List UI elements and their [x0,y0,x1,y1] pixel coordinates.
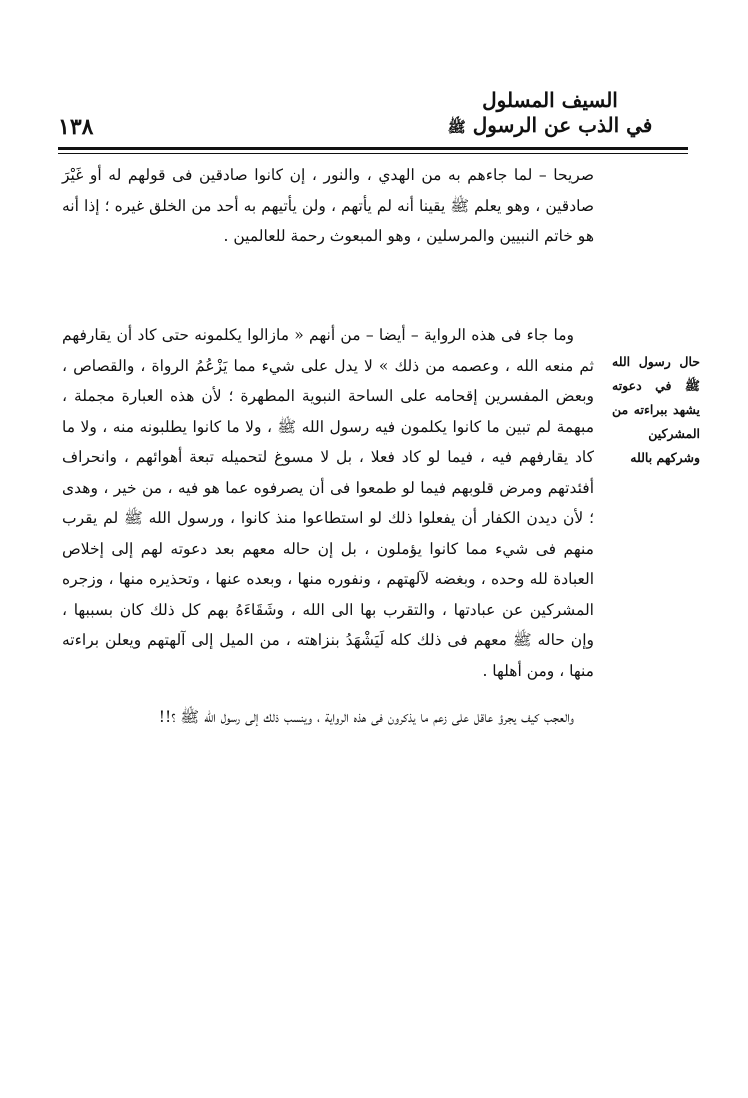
page-header [58,88,688,148]
paragraph-3: والعجب كيف يجرؤ عاقل على زعم ما يذكرون فى هذه الرواية ، وينسب ذلك إلى رسول الله ﷺ ؟!! [158,708,574,726]
title-line-2-text: في الذب عن الرسول [472,113,653,137]
header-rule-thick [58,147,688,150]
paragraph-1: صريحا – لما جاءهم به من الهدي ، والنور ، إن كانوا صادقين فى قولهم له أو غَيْرَ صادقين ، وهو يعلم ﷺ يقينا أنه لم يأتهم ، ولن يأتيهم به أحد من الخلق غيره ؛ إذا أنه هو خاتم النبيين والمرسلين ، وهو المبعوث رحمة للعالمين . [62,166,594,245]
running-title [420,88,680,140]
margin-note: حال رسول الله ﷺ في دعوته يشهد ببراءته من المشركين وشركهم بالله [612,354,700,465]
page-number: ١٣٨ [58,114,94,140]
paragraph-2: وما جاء فى هذه الرواية – أيضا – من أنهم « مازالوا يكلمونه حتى كاد أن يقارفهم ثم منعه الله ، وعصمه من ذلك » لا يدل على شيء مما يَزْعُمُ الرواة ، والقصاص ، وبعض المفسرين إقحامه على الساحة النبوية المطهرة ؛ لأن هذه العبارة مجملة ، مبهمة لم تبين ما كانوا يكلمون فيه رسول الله ﷺ ، ولا ما كانوا يطلبونه منه ، ولا ما كاد يقارفهم فيه ، فيما لو كاد فعلا ، بل لا مسوغ لتحميله تبعة أهوائهم ، وانحراف أفئدتهم ومرض قلوبهم فيما لو طمعوا فى أن يصرفوه عما هو فيه ، من خير ، وهدى ؛ لأن ديدن الكفار أن يفعلوا ذلك لو استطاعوا منذ كانوا ، ورسول الله ﷺ لم يقرب منهم فى شيء مما كانوا يؤملون ، بل إن حاله معهم بعد دعوته لهم إلى إخلاص العبادة لله وحده ، وبغضه لآلهتهم ، ونفوره منها ، وبعده عنها ، وتحذيره منها ، وزجره المشركين عن عبادتها ، والتقرب بها الى الله ، وشَقَاءَهُ بهم كل ذلك كان بسببها ، وإن حاله ﷺ معهم فى ذلك كله لَيَشْهَدُ بنزاهته ، من الميل إلى آلهتهم ويعلن براءته منها ، ومن أهلها . [62,326,594,680]
main-text [62,160,594,733]
header-rule-thin [58,153,688,154]
title-line-1: السيف المسلول [482,88,618,112]
honorific-ligature: ﷺ [447,118,466,136]
title-line-2 [420,112,680,140]
